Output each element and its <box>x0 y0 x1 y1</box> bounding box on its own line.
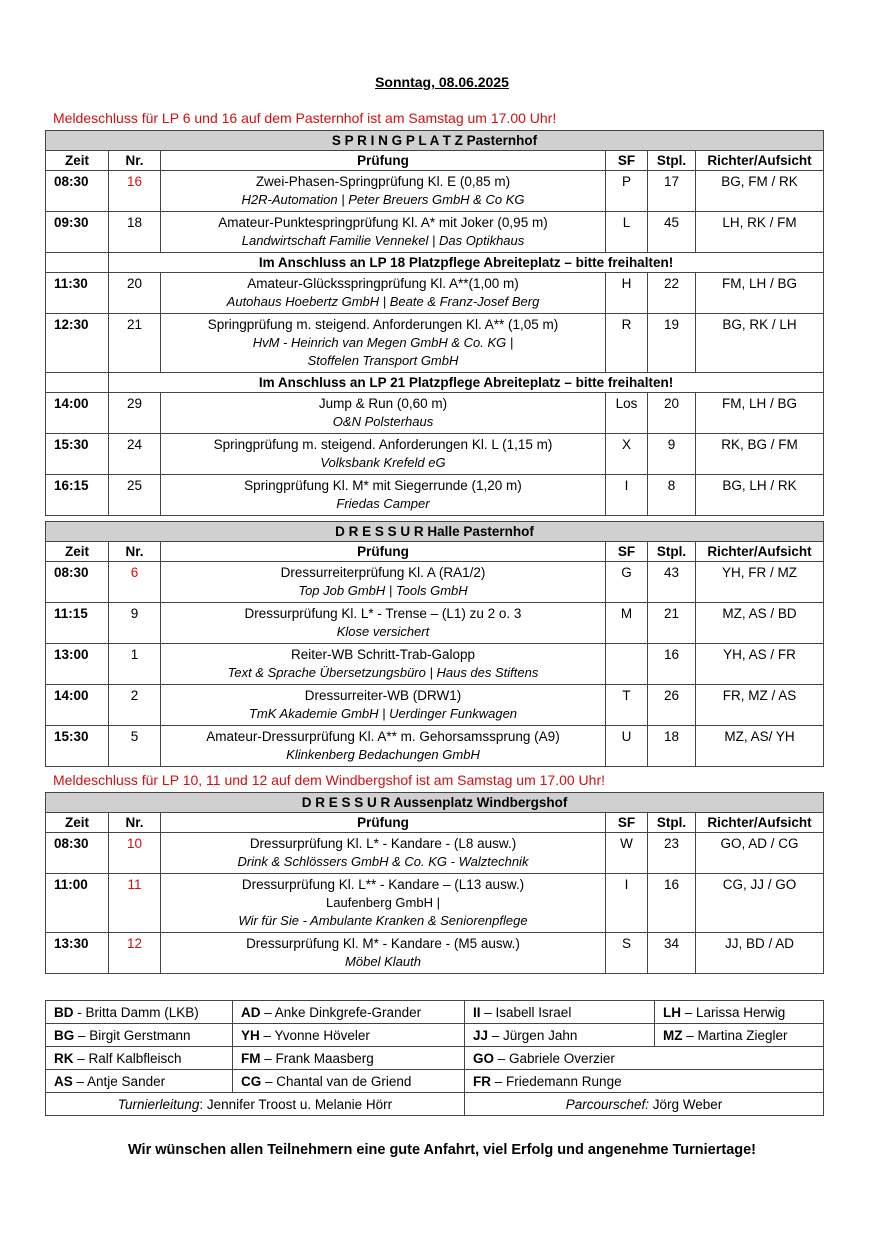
sf: T <box>606 685 648 726</box>
table-row <box>46 933 824 974</box>
sf: I <box>606 475 648 516</box>
sponsor: Text & Sprache Übersetzungsbüro | Haus des Stiftens <box>227 665 539 680</box>
stpl: 43 <box>648 562 696 603</box>
table-row <box>46 644 824 685</box>
pruefung <box>161 726 606 767</box>
pruefung <box>161 933 606 974</box>
sponsor: H2R-Automation | Peter Breuers GmbH & Co KG <box>241 192 525 207</box>
stpl: 16 <box>648 874 696 933</box>
header-row <box>46 813 824 833</box>
judges: CG, JJ / GO <box>696 874 824 933</box>
header-pruefung: Prüfung <box>161 542 606 562</box>
time: 08:30 <box>46 562 109 603</box>
pruefung-title: Dressurprüfung Kl. M* - Kandare - (M5 ausw.) <box>246 936 520 951</box>
legend-entry: LH – Larissa Herwig <box>655 1001 824 1024</box>
stpl: 9 <box>648 434 696 475</box>
time: 08:30 <box>46 171 109 212</box>
header-nr: Nr. <box>109 542 161 562</box>
judges: GO, AD / CG <box>696 833 824 874</box>
dressur-aussen-table <box>45 792 824 974</box>
pruefung <box>161 212 606 253</box>
pruefung-title: Jump & Run (0,60 m) <box>318 396 448 411</box>
legend-entry: BD - Britta Damm (LKB) <box>46 1001 233 1024</box>
stpl: 17 <box>648 171 696 212</box>
pruefung-title: Amateur-Punktespringprüfung Kl. A* mit Joker (0,95 m) <box>218 215 548 230</box>
judges: FM, LH / BG <box>696 393 824 434</box>
judges-legend <box>45 1000 824 1116</box>
judges: YH, FR / MZ <box>696 562 824 603</box>
parcourschef: Parcourschef: Jörg Weber <box>465 1093 824 1116</box>
judges: FR, MZ / AS <box>696 685 824 726</box>
stpl: 20 <box>648 393 696 434</box>
header-time: Zeit <box>46 151 109 171</box>
time: 15:30 <box>46 726 109 767</box>
header-sf: SF <box>606 542 648 562</box>
nr: 16 <box>109 171 161 212</box>
time: 14:00 <box>46 685 109 726</box>
legend-entry: YH – Yvonne Höveler <box>233 1024 465 1047</box>
stpl: 19 <box>648 314 696 373</box>
nr: 5 <box>109 726 161 767</box>
time: 11:00 <box>46 874 109 933</box>
table-row <box>46 273 824 314</box>
table-row <box>46 562 824 603</box>
judges: BG, RK / LH <box>696 314 824 373</box>
sf: P <box>606 171 648 212</box>
sf: X <box>606 434 648 475</box>
legend-entry: RK – Ralf Kalbfleisch <box>46 1047 233 1070</box>
legend-entry: FM – Frank Maasberg <box>233 1047 465 1070</box>
stpl: 22 <box>648 273 696 314</box>
pruefung <box>161 562 606 603</box>
table-row <box>46 475 824 516</box>
judges: FM, LH / BG <box>696 273 824 314</box>
header-richter: Richter/Aufsicht <box>696 542 824 562</box>
legend-entry: AS – Antje Sander <box>46 1070 233 1093</box>
sponsor: HvM - Heinrich van Megen GmbH & Co. KG | <box>252 335 514 350</box>
nr: 20 <box>109 273 161 314</box>
nr: 25 <box>109 475 161 516</box>
notice-windbergshof: Meldeschluss für LP 10, 11 und 12 auf dem Windbergshof ist am Samstag um 17.00 Uhr! <box>53 772 605 788</box>
legend-entry: BG – Birgit Gerstmann <box>46 1024 233 1047</box>
note-row <box>46 373 824 393</box>
sponsor: Klinkenberg Bedachungen GmbH <box>286 747 480 762</box>
note-text: Im Anschluss an LP 21 Platzpflege Abreiteplatz – bitte freihalten! <box>109 373 824 393</box>
judges: JJ, BD / AD <box>696 933 824 974</box>
pruefung-title: Zwei-Phasen-Springprüfung Kl. E (0,85 m) <box>255 174 511 189</box>
closing-message: Wir wünschen allen Teilnehmern eine gute Anfahrt, viel Erfolg und angenehme Turniertage! <box>127 1142 757 1158</box>
nr: 29 <box>109 393 161 434</box>
sf: G <box>606 562 648 603</box>
sf <box>606 644 648 685</box>
pruefung <box>161 833 606 874</box>
sponsor: TmK Akademie GmbH | Uerdinger Funkwagen <box>248 706 518 721</box>
stpl: 45 <box>648 212 696 253</box>
sponsor: Möbel Klauth <box>345 954 421 969</box>
section-title: S P R I N G P L A T Z Pasternhof <box>46 131 824 151</box>
legend-entry: MZ – Martina Ziegler <box>655 1024 824 1047</box>
pruefung-title: Springprüfung m. steigend. Anforderungen Kl. A** (1,05 m) <box>207 317 559 332</box>
springplatz-table <box>45 130 824 516</box>
legend-entry: FR – Friedemann Runge <box>465 1070 824 1093</box>
pruefung <box>161 603 606 644</box>
header-stpl: Stpl. <box>648 151 696 171</box>
pruefung <box>161 273 606 314</box>
stpl: 21 <box>648 603 696 644</box>
note-row <box>46 253 824 273</box>
judges: YH, AS / FR <box>696 644 824 685</box>
sf: H <box>606 273 648 314</box>
header-stpl: Stpl. <box>648 813 696 833</box>
sf: S <box>606 933 648 974</box>
time: 13:00 <box>46 644 109 685</box>
pruefung <box>161 393 606 434</box>
time: 13:30 <box>46 933 109 974</box>
judges: BG, FM / RK <box>696 171 824 212</box>
pruefung <box>161 644 606 685</box>
header-sf: SF <box>606 813 648 833</box>
sf: L <box>606 212 648 253</box>
nr: 6 <box>109 562 161 603</box>
nr: 10 <box>109 833 161 874</box>
stpl: 16 <box>648 644 696 685</box>
time: 14:00 <box>46 393 109 434</box>
dressur-halle-table <box>45 521 824 767</box>
table-row <box>46 212 824 253</box>
time: 11:15 <box>46 603 109 644</box>
legend-entry: CG – Chantal van de Griend <box>233 1070 465 1093</box>
sponsor: Friedas Camper <box>336 496 430 511</box>
time: 15:30 <box>46 434 109 475</box>
pruefung-title: Amateur-Dressurprüfung Kl. A** m. Gehorsamssprung (A9) <box>206 729 560 744</box>
pruefung-title: Dressurprüfung Kl. L* - Kandare - (L8 ausw.) <box>249 836 517 851</box>
table-row <box>46 314 824 373</box>
sf: Los <box>606 393 648 434</box>
nr: 2 <box>109 685 161 726</box>
judges: MZ, AS / BD <box>696 603 824 644</box>
pruefung <box>161 314 606 373</box>
table-row <box>46 833 824 874</box>
page-title: Sonntag, 08.06.2025 <box>375 74 509 90</box>
note-spacer <box>46 253 109 273</box>
sf: U <box>606 726 648 767</box>
section-title: D R E S S U R Aussenplatz Windbergshof <box>46 793 824 813</box>
pruefung-title: Dressurreiter-WB (DRW1) <box>304 688 462 703</box>
sponsor: Landwirtschaft Familie Vennekel | Das Optikhaus <box>241 233 525 248</box>
sponsor: Autohaus Hoebertz GmbH | Beate & Franz-Josef Berg <box>226 294 540 309</box>
nr: 24 <box>109 434 161 475</box>
judges: LH, RK / FM <box>696 212 824 253</box>
legend-entry: JJ – Jürgen Jahn <box>465 1024 655 1047</box>
header-stpl: Stpl. <box>648 542 696 562</box>
sponsor: O&N Polsterhaus <box>332 414 434 429</box>
section-title: D R E S S U R Halle Pasternhof <box>46 522 824 542</box>
judges: RK, BG / FM <box>696 434 824 475</box>
sf: W <box>606 833 648 874</box>
notice-pasternhof: Meldeschluss für LP 6 und 16 auf dem Pasternhof ist am Samstag um 17.00 Uhr! <box>53 110 557 126</box>
header-row <box>46 151 824 171</box>
table-row <box>46 874 824 933</box>
nr: 11 <box>109 874 161 933</box>
time: 08:30 <box>46 833 109 874</box>
sf: I <box>606 874 648 933</box>
nr: 12 <box>109 933 161 974</box>
table-row <box>46 603 824 644</box>
table-row <box>46 393 824 434</box>
header-pruefung: Prüfung <box>161 813 606 833</box>
pruefung <box>161 874 606 933</box>
pruefung <box>161 434 606 475</box>
nr: 9 <box>109 603 161 644</box>
pruefung-title: Reiter-WB Schritt-Trab-Galopp <box>290 647 476 662</box>
header-row <box>46 542 824 562</box>
turnierleitung: Turnierleitung: Jennifer Troost u. Melanie Hörr <box>46 1093 465 1116</box>
sponsor: Klose versichert <box>336 624 430 639</box>
note-spacer <box>46 373 109 393</box>
pruefung <box>161 685 606 726</box>
pruefung <box>161 475 606 516</box>
time: 09:30 <box>46 212 109 253</box>
sf: R <box>606 314 648 373</box>
judges: BG, LH / RK <box>696 475 824 516</box>
stpl: 34 <box>648 933 696 974</box>
table-row <box>46 434 824 475</box>
legend-entry: II – Isabell Israel <box>465 1001 655 1024</box>
stpl: 23 <box>648 833 696 874</box>
sponsor: Wir für Sie - Ambulante Kranken & Seniorenpflege <box>238 913 528 928</box>
sf: M <box>606 603 648 644</box>
time: 12:30 <box>46 314 109 373</box>
time: 11:30 <box>46 273 109 314</box>
table-row <box>46 171 824 212</box>
stpl: 8 <box>648 475 696 516</box>
header-time: Zeit <box>46 813 109 833</box>
sponsor: Laufenberg GmbH | <box>326 895 440 910</box>
table-row <box>46 685 824 726</box>
header-pruefung: Prüfung <box>161 151 606 171</box>
sponsor: Stoffelen Transport GmbH <box>307 353 459 368</box>
table-row <box>46 726 824 767</box>
legend-entry: AD – Anke Dinkgrefe-Grander <box>233 1001 465 1024</box>
pruefung-title: Springprüfung m. steigend. Anforderungen Kl. L (1,15 m) <box>213 437 553 452</box>
nr: 18 <box>109 212 161 253</box>
pruefung <box>161 171 606 212</box>
judges: MZ, AS/ YH <box>696 726 824 767</box>
nr: 21 <box>109 314 161 373</box>
header-time: Zeit <box>46 542 109 562</box>
pruefung-title: Dressurreiterprüfung Kl. A (RA1/2) <box>280 565 486 580</box>
sponsor: Volksbank Krefeld eG <box>320 455 446 470</box>
header-nr: Nr. <box>109 813 161 833</box>
pruefung-title: Dressurprüfung Kl. L* - Trense – (L1) zu 2 o. 3 <box>244 606 522 621</box>
header-nr: Nr. <box>109 151 161 171</box>
header-richter: Richter/Aufsicht <box>696 151 824 171</box>
time: 16:15 <box>46 475 109 516</box>
header-richter: Richter/Aufsicht <box>696 813 824 833</box>
stpl: 18 <box>648 726 696 767</box>
legend-entry: GO – Gabriele Overzier <box>465 1047 824 1070</box>
pruefung-title: Amateur-Glücksspringprüfung Kl. A**(1,00 m) <box>247 276 519 291</box>
sponsor: Top Job GmbH | Tools GmbH <box>298 583 468 598</box>
sponsor: Drink & Schlössers GmbH & Co. KG - Walztechnik <box>237 854 529 869</box>
header-sf: SF <box>606 151 648 171</box>
stpl: 26 <box>648 685 696 726</box>
pruefung-title: Springprüfung Kl. M* mit Siegerrunde (1,20 m) <box>244 478 522 493</box>
pruefung-title: Dressurprüfung Kl. L** - Kandare – (L13 ausw.) <box>241 877 525 892</box>
nr: 1 <box>109 644 161 685</box>
note-text: Im Anschluss an LP 18 Platzpflege Abreiteplatz – bitte freihalten! <box>109 253 824 273</box>
